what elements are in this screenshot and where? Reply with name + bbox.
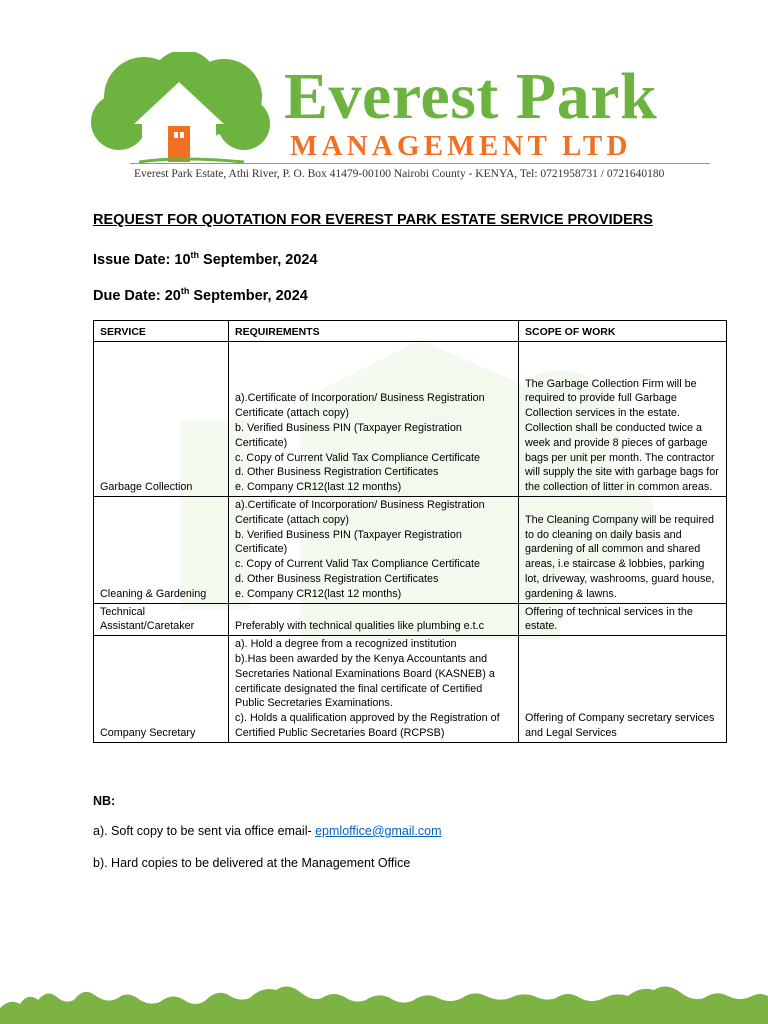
requirements-cell: a). Hold a degree from a recognized institution b).Has been awarded by the Kenya Accountants and Secretaries National Examinations Board (KASNEB) a certificate designated the final certificate of Certified Public Secretaries Examinations. c). Holds a qualification approved by the Registration of Certified Public Secretaries Board (RCPSB) <box>229 636 519 743</box>
notes-heading: NB: <box>93 794 116 808</box>
service-cell: Cleaning & Gardening <box>94 497 229 604</box>
column-header-scope: SCOPE OF WORK <box>519 321 727 342</box>
scope-cell: Offering of Company secretary services and Legal Services <box>519 636 727 743</box>
column-header-service: SERVICE <box>94 321 229 342</box>
table-row <box>94 342 727 497</box>
footer-trees-icon <box>0 978 768 1024</box>
table-header-row <box>94 321 727 342</box>
scope-cell: The Cleaning Company will be required to do cleaning on daily basis and gardening of all common and shared areas, i.e staircase & lobbies, parking lot, driveway, washrooms, guard house, gardening & lawns. <box>519 497 727 604</box>
requirements-cell: a).Certificate of Incorporation/ Business Registration Certificate (attach copy) b. Verified Business PIN (Taxpayer Registration Certificate) c. Copy of Current Valid Tax Compliance Certificate d. Other Business Registration Certificates e. Company CR12(last 12 months) <box>229 497 519 604</box>
table-row <box>94 497 727 604</box>
header-divider <box>130 163 710 164</box>
hard-copy-note: b). Hard copies to be delivered at the Management Office <box>93 856 411 870</box>
service-cell: Technical Assistant/Caretaker <box>94 603 229 636</box>
service-cell: Garbage Collection <box>94 342 229 497</box>
service-cell: Company Secretary <box>94 636 229 743</box>
company-address: Everest Park Estate, Athi River, P. O. Box 41479-00100 Nairobi County - KENYA, Tel: 0721958731 / 0721640180 <box>134 168 665 180</box>
brand-name: Everest Park <box>284 60 658 133</box>
requirements-cell: Preferably with technical qualities like plumbing e.t.c <box>229 603 519 636</box>
soft-copy-note: a). Soft copy to be sent via office email- epmloffice@gmail.com <box>93 824 442 838</box>
scope-cell: Offering of technical services in the estate. <box>519 603 727 636</box>
tree-house-logo-icon <box>84 52 274 167</box>
office-email-link[interactable]: epmloffice@gmail.com <box>315 824 442 838</box>
brand-subtitle: MANAGEMENT LTD <box>290 130 632 162</box>
letterhead <box>84 52 714 192</box>
requirements-table <box>93 320 727 743</box>
issue-date: Issue Date: 10th September, 2024 <box>93 250 318 268</box>
scope-cell: The Garbage Collection Firm will be required to provide full Garbage Collection services in the estate. Collection shall be conducted twice a week and provide 8 pieces of garbage bags per unit per month. The contractor will supply the site with garbage bags for the collection of litter in common areas. <box>519 342 727 497</box>
table-row <box>94 603 727 636</box>
document-title: REQUEST FOR QUOTATION FOR EVEREST PARK ESTATE SERVICE PROVIDERS <box>93 212 653 228</box>
due-date: Due Date: 20th September, 2024 <box>93 286 308 304</box>
column-header-requirements: REQUIREMENTS <box>229 321 519 342</box>
requirements-cell: a).Certificate of Incorporation/ Business Registration Certificate (attach copy) b. Verified Business PIN (Taxpayer Registration Certificate) c. Copy of Current Valid Tax Compliance Certificate d. Other Business Registration Certificates e. Company CR12(last 12 months) <box>229 342 519 497</box>
table-row <box>94 636 727 743</box>
